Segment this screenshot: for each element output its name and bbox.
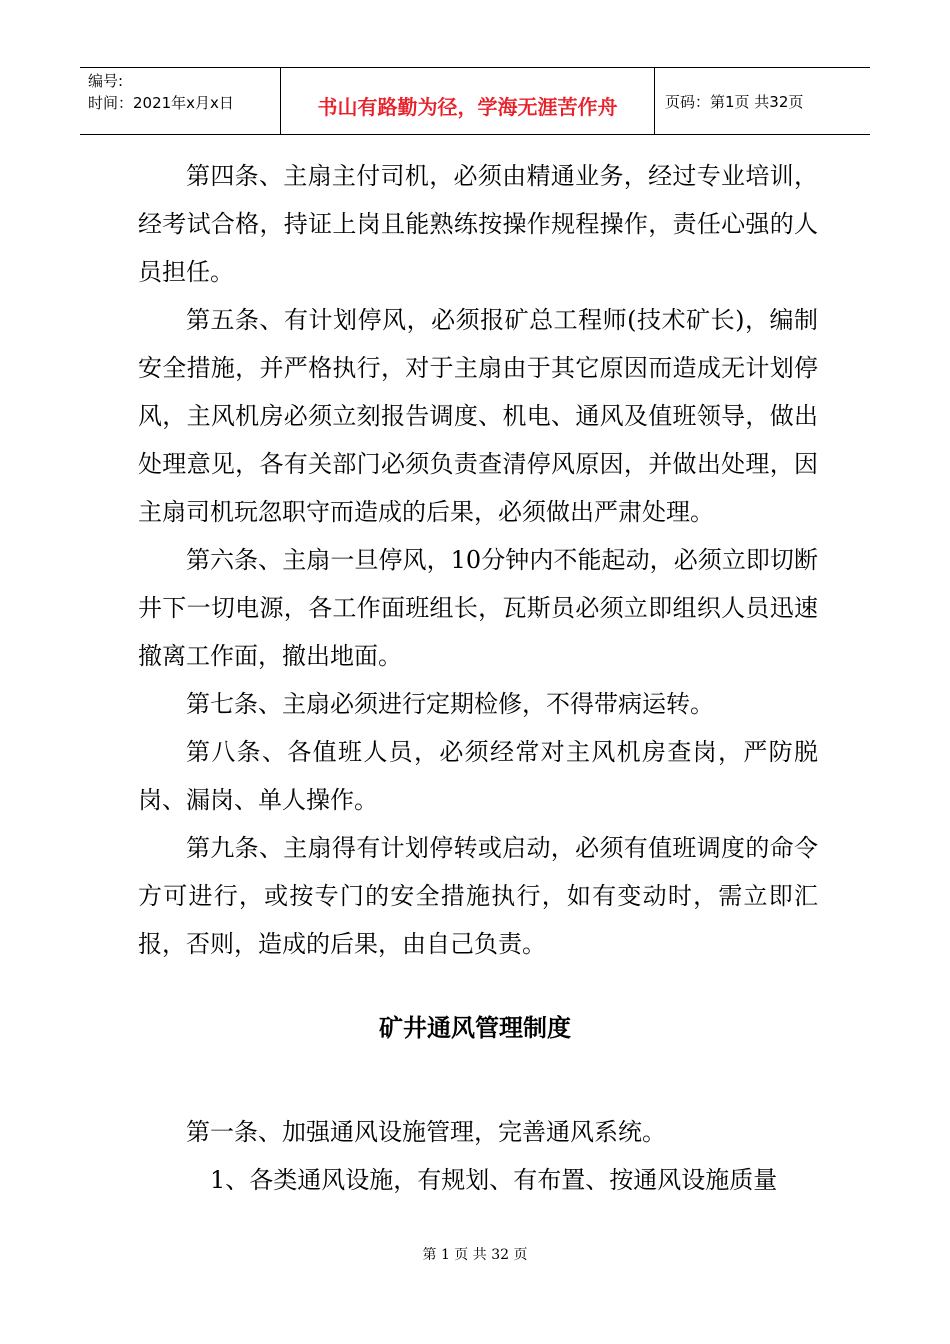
section-paragraph-1: 第一条、加强通风设施管理，完善通风系统。 bbox=[186, 1118, 666, 1146]
header-motto bbox=[281, 68, 655, 134]
motto-text: 书山有路勤为径，学海无涯苦作舟 bbox=[317, 94, 618, 119]
paragraph-article-7: 第七条、主扇必须进行定期检修，不得带病运转。 bbox=[186, 690, 714, 718]
document-date: 时间：2021年x月x日 bbox=[88, 94, 234, 112]
section-title: 矿井通风管理制度 bbox=[379, 1014, 571, 1042]
paragraph-article-8: 第八条、各值班人员，必须经常对主风机房查岗，严防脱岗、漏岗、单人操作。 bbox=[138, 738, 818, 814]
document-number-label: 编号: bbox=[88, 72, 124, 90]
page-footer: 第 1 页 共 32 页 bbox=[422, 1247, 528, 1263]
section-body bbox=[138, 1108, 818, 1204]
document-header bbox=[80, 67, 870, 135]
paragraph-article-4: 第四条、主扇主付司机，必须由精通业务，经过专业培训，经考试合格，持证上岗且能熟练按操作规程操作，责任心强的人员担任。 bbox=[138, 162, 818, 286]
paragraph-article-6: 第六条、主扇一旦停风，10分钟内不能起动，必须立即切断井下一切电源，各工作面班组长，瓦斯员必须立即组织人员迅速撤离工作面，撤出地面。 bbox=[138, 546, 818, 670]
header-page-info bbox=[655, 68, 870, 134]
paragraph-article-9: 第九条、主扇得有计划停转或启动，必须有值班调度的命令方可进行，或按专门的安全措施执行，如有变动时，需立即汇报，否则，造成的后果，由自己负责。 bbox=[138, 834, 818, 958]
paragraph-article-5: 第五条、有计划停风，必须报矿总工程师(技术矿长)，编制安全措施，并严格执行，对于主扇由于其它原因而造成无计划停风，主风机房必须立刻报告调度、机电、通风及值班领导，做出处理意见，各有关部门必须负责查清停风原因，并做出处理，因主扇司机玩忽职守而造成的后果，必须做出严肃处理。 bbox=[138, 306, 818, 526]
page-info-text: 页码：第1页 共32页 bbox=[665, 92, 804, 111]
header-meta bbox=[80, 68, 281, 134]
document-body bbox=[138, 152, 818, 968]
section-paragraph-2: 1、各类通风设施，有规划、有布置、按通风设施质量 bbox=[210, 1166, 778, 1194]
